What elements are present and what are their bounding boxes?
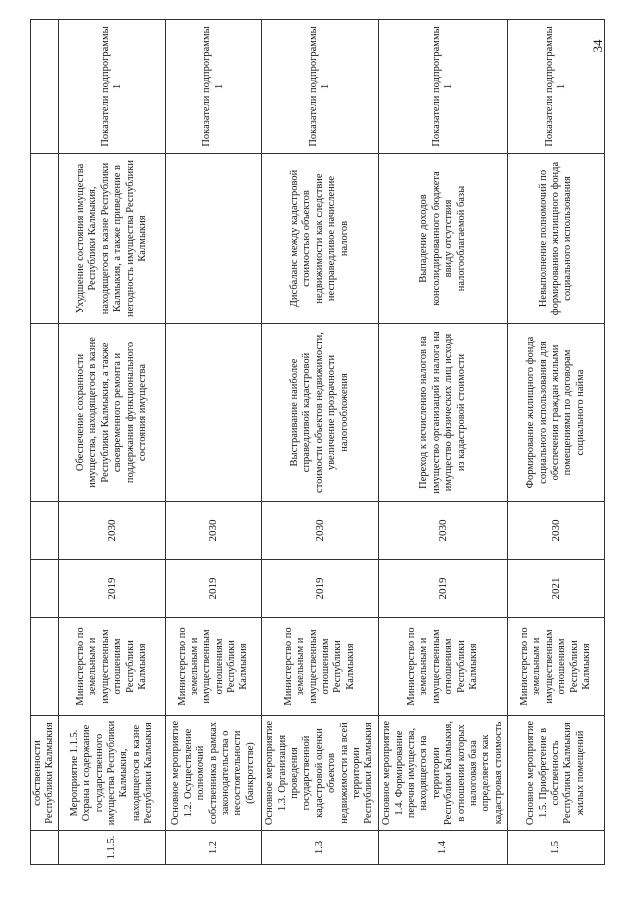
cell-executor: Министерство по земельным и имущественным отношениям Республики Калмыкия: [378, 618, 507, 716]
cell-consequences: Невыполнение полномочий по формированию жилищного фонда социального использования: [508, 154, 605, 324]
cell-result: [31, 324, 59, 502]
table-row: [378, 20, 507, 865]
cell-result: Обеспечение сохранности имущества, находящегося в казне Республики Калмыкия, а также своевременного ремонта и поддержания функционального состояния имущества: [58, 324, 166, 502]
cell-result: Формирование жилищного фонда социального использования для обеспечения граждан жилыми помещениями по договорам социального найма: [508, 324, 605, 502]
cell-executor: Министерство по земельным и имущественным отношениям Республики Калмыкия: [58, 618, 166, 716]
cell-start: 2019: [166, 560, 262, 618]
table-row: [261, 20, 378, 865]
cell-indicators: Показатели подпрограммы 1: [166, 20, 262, 154]
cell-measure: Основное мероприятие 1.5. Приобретение в собственность Республики Калмыкия жилых помещений: [508, 716, 605, 831]
cell-end: 2030: [261, 502, 378, 560]
cell-measure: собственности Республики Калмыкия: [31, 716, 59, 831]
cell-num: 1.5: [508, 831, 605, 865]
cell-executor: [31, 618, 59, 716]
table-row: [166, 20, 262, 865]
page-number: 34: [590, 39, 605, 53]
cell-consequences: Дисбаланс между кадастровой стоимостью объектов недвижимости как следствие несправедливое начисление налогов: [261, 154, 378, 324]
cell-num: [31, 831, 59, 865]
cell-end: 2030: [508, 502, 605, 560]
cell-num: 1.2: [166, 831, 262, 865]
cell-consequences: Ухудшение состояния имущества Республики Калмыкия, находящегося в казне Республики Калмыкия, а также приведение в негодность имущества Республики Калмыкия: [58, 154, 166, 324]
cell-measure: Основное мероприятие 1.4. Формирование перечня имущества, находящегося на территории Республики Калмыкия, в отношении которых налоговая база определяется как кадастровая стоимость: [378, 716, 507, 831]
measures-table: [30, 19, 605, 865]
cell-consequences: [31, 154, 59, 324]
cell-end: [31, 502, 59, 560]
cell-start: [31, 560, 59, 618]
cell-indicators: Показатели подпрограммы 1: [508, 20, 605, 154]
rotated-table-wrapper: [30, 20, 605, 865]
cell-measure: Основное мероприятие 1.2. Осуществление полномочий собственника в рамках законодательства о несостоятельности (банкротстве): [166, 716, 262, 831]
cell-indicators: Показатели подпрограммы 1: [261, 20, 378, 154]
cell-consequences: [166, 154, 262, 324]
cell-consequences: Выпадение доходов консолидированного бюджета ввиду отсутствия налогооблагаемой базы: [378, 154, 507, 324]
table-row: [58, 20, 166, 865]
cell-indicators: Показатели подпрограммы 1: [378, 20, 507, 154]
table-row-continuation: [31, 20, 59, 865]
cell-start: 2019: [261, 560, 378, 618]
table-row: [508, 20, 605, 865]
cell-measure: Мероприятие 1.1.5. Охрана и содержание государственного имущества Республики Калмыкия, находящегося в казне Республики Калмыкия: [58, 716, 166, 831]
rotated-table-inner: [30, 20, 605, 865]
cell-start: 2021: [508, 560, 605, 618]
cell-executor: Министерство по земельным и имущественным отношениям Республики Калмыкия: [261, 618, 378, 716]
cell-num: 1.3: [261, 831, 378, 865]
cell-num: 1.4: [378, 831, 507, 865]
cell-result: Выстраивание наиболее справедливой кадастровой стоимости объектов недвижимости, увеличение прозрачности налогообложения: [261, 324, 378, 502]
cell-end: 2030: [378, 502, 507, 560]
cell-executor: Министерство по земельным и имущественным отношениям Республики Калмыкия: [508, 618, 605, 716]
cell-end: 2030: [166, 502, 262, 560]
cell-indicators: [31, 20, 59, 154]
cell-end: 2030: [58, 502, 166, 560]
cell-indicators: Показатели подпрограммы 1: [58, 20, 166, 154]
cell-start: 2019: [58, 560, 166, 618]
cell-num: 1.1.5.: [58, 831, 166, 865]
cell-start: 2019: [378, 560, 507, 618]
cell-result: Переход к исчислению налогов на имущество организаций и налога на имущество физических лиц исходя из кадастровой стоимости: [378, 324, 507, 502]
cell-result: [166, 324, 262, 502]
cell-executor: Министерство по земельным и имущественным отношениям Республики Калмыкия: [166, 618, 262, 716]
cell-measure: Основное мероприятие 1.3. Организация проведения государственной кадастровой оценки объектов недвижимости на всей территории Республики Калмыкия: [261, 716, 378, 831]
